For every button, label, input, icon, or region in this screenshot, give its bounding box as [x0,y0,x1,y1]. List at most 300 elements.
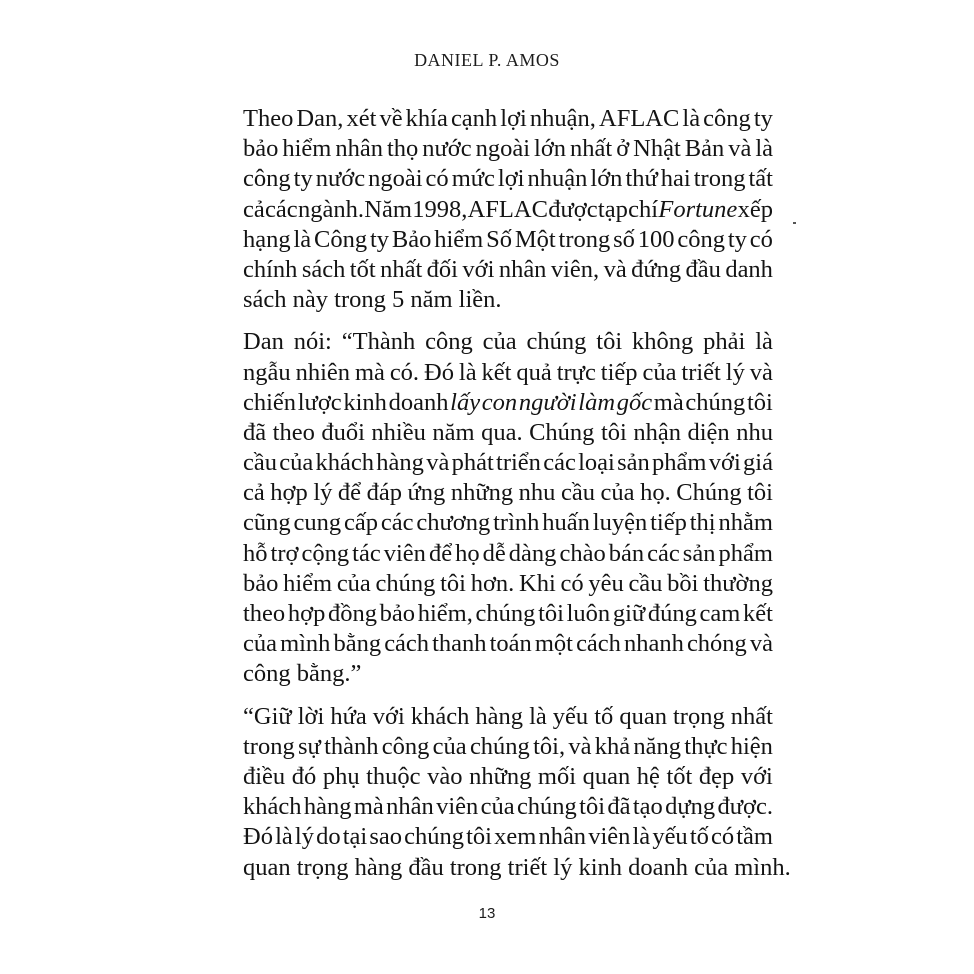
word: hiện [730,732,773,760]
body-text [243,104,791,883]
word: quan [582,762,631,790]
word: hàng [475,702,524,730]
word: công [703,105,751,132]
word: triển [496,449,541,477]
word: mối [537,762,577,790]
word: nhất [570,135,613,163]
word: là [275,823,293,851]
emphasis-word: Fortune [658,195,738,223]
word: là [755,135,773,163]
word: một [534,630,573,658]
text-line [243,762,773,792]
word: trong [693,165,746,193]
word: tầm [736,823,773,851]
word: quan [619,702,667,730]
word: hệ [636,762,660,790]
word: lớn [534,135,567,163]
word: là [293,225,312,253]
word: ngành. [297,195,364,223]
word: được [548,195,598,223]
word: lợi [497,165,525,193]
word: hai [660,165,691,193]
word: tạo [632,793,663,821]
word: chiến [243,388,297,416]
emphasis-word: làm [578,388,616,416]
word: tác [352,539,381,567]
word: thọ [386,135,419,163]
word: nhu [518,479,556,507]
word: tố [594,702,614,730]
word: thị [689,509,716,537]
word: đuổi [321,418,365,446]
paragraph-spacer [243,315,773,327]
word: yêu [588,569,624,597]
word: sản [682,539,716,567]
word: có [425,165,449,193]
word: tiếp [650,509,687,537]
word: cộng [301,539,350,567]
word: AFLAC [599,105,680,132]
word: mà [354,358,385,386]
word: lợi [500,105,527,132]
emphasis-word: lấy [450,388,481,416]
word: nhuận, [529,105,596,132]
word: ty [727,225,747,253]
word: công [425,328,473,356]
line-text: công bằng.” [243,660,362,688]
word: sao [369,823,402,851]
word: xét [346,105,377,132]
word: cạnh [450,105,498,132]
word: nhân [386,793,434,821]
word: AFLAC [467,195,548,223]
word: Nhật [633,135,681,163]
word: kinh [343,388,387,416]
word: chúng [475,600,536,627]
text-line [243,418,773,448]
word: hợp [287,600,326,627]
word: viên, [550,255,600,283]
text-line [243,134,773,164]
page-number: 13 [478,905,496,922]
word: tất [748,165,773,193]
word: đối [426,255,458,283]
word: yếu [552,702,589,730]
emphasis-word: gốc [616,388,653,416]
word: các [380,509,414,537]
word: khách [410,702,470,730]
text-line [243,164,773,194]
word: các [543,449,576,477]
word: và [568,732,592,760]
word: lớn [590,165,623,193]
text-line [243,327,773,357]
word: chúng [375,569,436,597]
word: cầu [628,569,663,597]
word: chí [628,195,659,223]
word: dàng [508,539,557,567]
word: những [450,479,514,507]
word: cả [243,479,265,507]
word: chào [559,539,606,567]
word: hiểm [434,225,484,253]
word: những [469,762,532,790]
text-line [243,255,773,285]
text-line [243,225,773,255]
word: của [482,328,517,356]
word: doanh [388,388,449,416]
word: chính [243,255,298,283]
word: tôi [596,328,623,356]
paragraph-1 [243,104,773,315]
word: tôi [466,823,492,851]
word: đã [607,793,631,821]
word: hiểm, [417,600,473,627]
word: nước [315,165,366,193]
word: công [243,165,291,193]
word: cung [293,509,342,537]
word: hợp [270,479,308,507]
word: luyện [592,509,648,537]
text-line [243,448,773,478]
word: đáp [366,479,402,507]
word: giữ [612,600,646,627]
word: các [647,539,680,567]
word: Dan [243,328,284,356]
word: thanh [432,630,487,658]
word: với [708,449,741,477]
text-line [243,508,773,538]
word: cầu [243,449,277,477]
emphasis-word: con [481,388,518,416]
word: khả [594,732,631,760]
line-text: quan trọng hàng đầu trong triết lý kinh doanh của mình. [243,853,791,881]
word: ngẫu [243,358,291,386]
word: trong [243,732,295,760]
word: xếp [737,195,773,223]
word: trong [558,225,611,253]
word: trực [556,358,596,386]
word: trình [493,509,540,537]
word: ty [753,105,773,132]
word: đứng [631,255,682,283]
word: được. [717,793,773,821]
word: của [480,793,515,821]
word: cách [384,630,430,658]
word: sự [297,732,321,760]
text-line [243,659,773,689]
word: hỗ [243,539,268,567]
word: nhận [633,418,681,446]
word: là [755,328,773,356]
word: tố [689,823,709,851]
word: hạng [243,225,291,253]
word: với [372,702,405,730]
word: là [632,823,651,851]
word: thường [703,569,773,597]
word: thực [684,732,728,760]
text-line [243,702,773,732]
word: không [632,328,694,356]
word: tiếp [600,358,638,386]
word: có [560,569,584,597]
word: Năm [364,195,412,223]
word: với [462,255,495,283]
word: để [428,539,453,567]
word: ở [616,135,630,163]
word: là [682,105,701,132]
word: chúng [469,732,530,760]
word: “Giữ [243,702,292,730]
word: hơn. [470,569,515,597]
word: chóng [686,630,747,658]
word: đã [243,418,267,446]
word: ứng [407,479,446,507]
word: nước [422,135,472,163]
word: năng [633,732,681,760]
word: tốt [666,762,693,790]
word: của [432,732,467,760]
word: chúng [685,388,746,416]
word: bảo [243,569,279,597]
word: Chúng [676,479,742,507]
scan-speck [793,222,796,224]
word: trọng [673,702,725,730]
word: là [458,358,477,386]
word: sản [617,449,650,477]
word: hiểm [282,135,332,163]
word: xem [494,823,537,851]
word: lý [725,358,745,386]
word: huấn [542,509,590,537]
text-line [243,195,773,225]
word: khách [315,449,375,477]
word: nhu [736,418,773,446]
word: nhiều [371,418,426,446]
word: nhân [538,823,587,851]
word: hứa [330,702,367,730]
word: đầu [685,255,721,283]
word: tôi [579,793,606,821]
word: mà [653,388,684,416]
word: về [379,105,403,132]
word: Theo [243,105,294,132]
word: tôi [747,479,773,507]
text-line [243,478,773,508]
text-line [243,285,773,315]
word: bán [608,539,645,567]
word: khách [243,793,302,821]
word: là [529,702,547,730]
word: của [600,479,635,507]
word: lược [297,388,342,416]
word: và [426,449,450,477]
word: nhân [498,255,547,283]
text-line [243,732,773,762]
text-line [243,539,773,569]
word: của [243,630,277,658]
word: kết [743,600,773,627]
word: Số [486,225,512,253]
paragraph-3 [243,702,791,883]
word: lý [313,479,333,507]
word: đó [291,762,317,790]
word: yếu [652,823,688,851]
word: cũng [243,509,291,537]
word: Một [514,225,556,253]
word: phải [703,328,746,356]
word: cấp [344,509,378,537]
word: nhằm [718,509,773,537]
word: Khi [519,569,556,597]
text-line [243,569,773,599]
word: và [603,255,627,283]
word: theo [272,418,315,446]
paragraph-spacer [243,690,773,702]
emphasis-word: người [518,388,577,416]
word: loại [578,449,615,477]
word: trợ [270,539,299,567]
word: có [749,225,773,253]
word: sách [301,255,346,283]
text-line [243,358,773,388]
text-line [243,629,773,659]
word: tạp [597,195,628,223]
word: Bản [684,135,725,163]
word: đúng [647,600,697,627]
word: và [749,358,773,386]
running-head: DANIEL P. AMOS [414,50,560,70]
word: bằng [333,630,382,658]
word: dễ [482,539,506,567]
word: với [740,762,773,790]
word: Công [314,225,368,253]
word: hiểm [283,569,333,597]
word: Dan, [296,105,344,132]
word: quả [516,358,552,386]
word: lời [297,702,325,730]
text-line [243,104,773,134]
word: của [336,569,371,597]
word: số [613,225,635,253]
word: nhiên [295,358,350,386]
word: mình [280,630,331,658]
word: có. [389,358,420,386]
text-line [243,792,773,822]
word: viên [436,793,479,821]
word: các [265,195,298,223]
word: chúng [516,793,577,821]
word: điều [243,762,286,790]
word: mức [451,165,495,193]
word: đẹp [698,762,735,790]
word: họ. [640,479,671,507]
word: cả [243,195,265,223]
word: nhân [335,135,383,163]
word: chúng [526,328,587,356]
word: và [749,630,773,658]
text-line [243,853,791,883]
word: và [728,135,752,163]
word: ty [293,165,313,193]
word: hàng [303,793,352,821]
word: họ [455,539,480,567]
word: của [642,358,677,386]
word: hàng [376,449,424,477]
word: triết [681,358,721,386]
word: đồng [328,600,377,627]
word: nhất [730,702,773,730]
word: viên [383,539,426,567]
text-line [243,822,773,852]
word: vào [427,762,463,790]
word: Đó [424,358,454,386]
word: nhuận [527,165,588,193]
word: thuộc [366,762,421,790]
word: dựng [665,793,716,821]
word: do [316,823,341,851]
word: cam [699,600,741,627]
line-text: sách này trong 5 năm liền. [243,286,502,314]
word: nhất [380,255,423,283]
word: khía [405,105,448,132]
word: qua. [481,418,523,446]
word: cầu [560,479,595,507]
word: mà [353,793,384,821]
word: phát [451,449,494,477]
word: giá [743,449,773,477]
word: thành [324,732,379,760]
word: tôi, [533,732,566,760]
word: tôi [440,569,466,597]
word: tôi [746,388,773,416]
word: danh [725,255,773,283]
word: của [279,449,314,477]
word: bảo [379,600,416,627]
word: công [381,732,430,760]
word: “Thành [341,328,416,356]
word: có [711,823,735,851]
word: lý [294,823,314,851]
paragraph-2 [243,327,773,689]
word: diện [687,418,730,446]
word: viên [588,823,631,851]
word: theo [243,600,286,627]
word: kết [481,358,512,386]
word: tại [342,823,368,851]
word: ty [369,225,390,253]
text-line [243,388,773,418]
word: năm [432,418,475,446]
word: công [677,225,726,253]
word: ngoài [368,165,423,193]
text-line [243,599,773,629]
word: luôn [566,600,611,627]
word: Đó [243,823,273,851]
word: Chúng [529,418,595,446]
word: chúng [404,823,464,851]
word: Bảo [391,225,432,253]
word: chương [416,509,491,537]
word: thứ [625,165,658,193]
word: nói: [293,328,332,356]
word: tôi [538,600,564,627]
word: bảo [243,135,279,163]
word: nhanh [624,630,684,658]
word: phụ [322,762,360,790]
word: để [337,479,362,507]
word: 100 [637,225,675,253]
